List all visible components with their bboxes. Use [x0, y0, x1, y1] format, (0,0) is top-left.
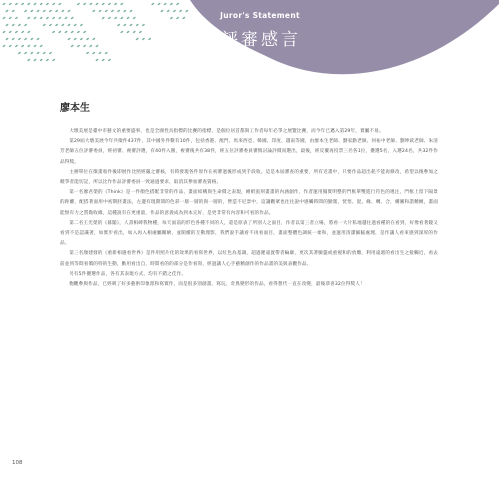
pattern-dot: [142, 23, 146, 26]
pattern-dot: [73, 23, 77, 26]
pattern-dot: [64, 16, 68, 19]
pattern-dot: [67, 23, 71, 26]
pattern-dot: [49, 51, 53, 54]
pattern-dot: [2, 2, 6, 5]
pattern-dot: [8, 16, 12, 19]
pattern-dot: [89, 44, 93, 47]
pattern-dot: [80, 23, 84, 26]
pattern-dot: [27, 58, 31, 61]
paragraph: 第一名廖君榮的《Think》是一件顏色搭配非常的作品，畫面結構與生命價之表現，繪紙張刻畫畫的內涵創作，作者運用獨實明整的門框單雙進行符色的遞注，門框上留下隔景的距離，配搭著面用中初期胚畫法，左邊有現期間的色彩一層一層的與一層的，營造不尼景中，這讓觀眾也往往說中感觸時間的勤奮，恍悟、混、緣、轉、合，構圖和諧精緻，畫面能無有力之質黏收緣，這種說有在更重量，作品的意義成為到本完好，是更非常有內容和可看的作品。: [60, 190, 438, 216]
pattern-dot: [83, 30, 87, 33]
pattern-dot: [5, 37, 9, 40]
pattern-dot: [52, 16, 56, 19]
pattern-dot: [114, 2, 118, 5]
pattern-dot: [95, 44, 99, 47]
pattern-dot: [30, 9, 34, 12]
pattern-dot: [120, 30, 124, 33]
pattern-dot: [61, 23, 65, 26]
pattern-dot: [98, 51, 102, 54]
pattern-dot: [15, 30, 19, 33]
pattern-dot: [182, 16, 186, 19]
pattern-dot: [170, 16, 174, 19]
pattern-dot: [46, 2, 50, 5]
pattern-dot: [123, 9, 127, 12]
pattern-dot: [101, 58, 105, 61]
pattern-dot: [86, 51, 90, 54]
pattern-dot: [24, 37, 28, 40]
pattern-dot: [55, 23, 59, 26]
pattern-dot: [142, 37, 146, 40]
pattern-dot: [92, 37, 96, 40]
pattern-dot: [52, 2, 56, 5]
pattern-dot: [77, 2, 81, 5]
pattern-dot: [8, 44, 12, 47]
pattern-dot: [67, 9, 71, 12]
pattern-dot: [2, 30, 6, 33]
pattern-dot: [30, 37, 34, 40]
pattern-dot: [36, 9, 40, 12]
pattern-dot: [148, 37, 152, 40]
pattern-dot: [15, 44, 19, 47]
pattern-dot: [58, 16, 62, 19]
paragraph: 大墩美展是臺中市藝文的重要盛事，也是全國性具指標的比賽的指標，是個位居首都與工作者每年必爭之展覽比賽，而今年已邁入第29年，實屬不易。: [69, 129, 384, 134]
pattern-dot: [108, 58, 112, 61]
pattern-dot: [24, 51, 28, 54]
pattern-dot: [73, 37, 77, 40]
pattern-dot: [139, 30, 143, 33]
pattern-dot: [101, 2, 105, 5]
pattern-dot: [49, 23, 53, 26]
pattern-dot: [24, 9, 28, 12]
pattern-dot: [33, 44, 37, 47]
pattern-dot: [8, 2, 12, 5]
pattern-dot: [39, 16, 43, 19]
pattern-dot: [163, 2, 167, 5]
pattern-dot: [33, 58, 37, 61]
pattern-dot: [166, 9, 170, 12]
pattern-dot: [15, 16, 19, 19]
dot-pattern-decoration: [0, 0, 190, 68]
paragraph: 衡觀參與作品，已經吸了好多藝術印象派和寫實作，而是很多別創畫、寫玩、奇異變形的作品，看得想代一直在改變，最後恭喜32位得獎人！: [69, 282, 365, 288]
pattern-dot: [157, 2, 161, 5]
pattern-dot: [67, 37, 71, 40]
pattern-dot: [132, 30, 136, 33]
pattern-dot: [39, 2, 43, 5]
pattern-dot: [5, 9, 9, 12]
paragraph: 主辦單位在徵畫收件後即展作比照經嚴之審核，有時發現各件原作在初審過後形成到手段收，這是本屆審查的重要，所有近畫中，只要作品超出耗不能再修改，希望以後參加之競爭者能切記，所以比作作品評審委員一致通過要求，取消其參加審查資格。: [60, 169, 438, 186]
pattern-dot: [8, 30, 12, 33]
pattern-dot: [120, 16, 124, 19]
paragraph: 第三名顏建發的《重新相遇看世界》是件用照片化的效果的看寫世界，以紅色為基調，超過遲遠置帶者輪廓，更次其著臉盤或重視和的放雕，利用遠週的看出生之接觸近，看去前並到等間看價的特的生動，勤用看出自，時間看的的部分是作看寫，經過讓人心手藝精創作的作品畫的美與表觀作品。: [60, 251, 438, 267]
paragraph: 第二名王光榮的《暮閣》，人書相碑我物種，每天面前的形色各種不同的人，還是原表了所別人之面目，作者以第三者立場，將看一大片私地越往過看種的在看到，好像看著鏡又看到不是認識著，如實步看出，如入再入相處屬關繪，並開續的互動理影，我們說手讓看不再看面目，畫面整體色調統一柔和，並運用清潔細膩處理，是作讓人看來感到深厚的作品。: [60, 220, 438, 247]
pattern-dot: [70, 44, 74, 47]
pattern-dot: [104, 51, 108, 54]
pattern-dot: [70, 30, 74, 33]
pattern-dot: [126, 30, 130, 33]
pattern-dot: [111, 9, 115, 12]
pattern-dot: [117, 23, 121, 26]
pattern-dot: [83, 44, 87, 47]
paragraph: 第29屆大墩美展今年共徵件437件，其中國外件數有10件，包括香港、澳門、馬來西亞、韓國、印度、越南等國，由廖本生老師、劉家勳老師、何祐中老師、劉坤欽老師、朱清芳老師五位評審委員，經初審、複審評選，有40件入圍，複審後共有38件，經五位評審委員審慎討論評價而選出，最後，經反覆再投票三名各1位，優選5名，入選24名，共32件作品得獎。: [60, 139, 438, 165]
pattern-dot: [27, 44, 31, 47]
pattern-dot: [5, 23, 9, 26]
pattern-dot: [18, 37, 22, 40]
pattern-dot: [39, 58, 43, 61]
pattern-dot: [123, 23, 127, 26]
pattern-dot: [135, 37, 139, 40]
pattern-dot: [55, 9, 59, 12]
pattern-dot: [42, 23, 46, 26]
pattern-dot: [92, 9, 96, 12]
statement-body: [60, 127, 438, 290]
banner-title-en: Juror's Statement: [220, 11, 300, 20]
pattern-dot: [39, 44, 43, 47]
pattern-dot: [108, 16, 112, 19]
pattern-dot: [114, 16, 118, 19]
pattern-dot: [52, 58, 56, 61]
pattern-dot: [42, 51, 46, 54]
pattern-dot: [46, 58, 50, 61]
pattern-dot: [132, 16, 136, 19]
pattern-dot: [117, 9, 121, 12]
pattern-dot: [2, 16, 6, 19]
pattern-dot: [2, 44, 6, 47]
pattern-dot: [89, 2, 93, 5]
paragraph: 另有5件優選作品，各有其表現方式，均有不錯之佳作。: [69, 271, 187, 277]
pattern-dot: [21, 2, 25, 5]
pattern-dot: [108, 2, 112, 5]
pattern-dot: [173, 9, 177, 12]
pattern-dot: [179, 9, 183, 12]
pattern-dot: [30, 51, 34, 54]
pattern-dot: [176, 16, 180, 19]
juror-name: 廖本生: [60, 103, 90, 114]
pattern-dot: [160, 9, 164, 12]
pattern-dot: [42, 9, 46, 12]
pattern-dot: [104, 9, 108, 12]
pattern-dot: [27, 2, 31, 5]
pattern-dot: [151, 2, 155, 5]
pattern-dot: [33, 16, 37, 19]
page-number: 108: [12, 460, 23, 466]
pattern-dot: [95, 2, 99, 5]
pattern-dot: [52, 30, 56, 33]
pattern-dot: [18, 51, 22, 54]
pattern-dot: [126, 16, 130, 19]
pattern-dot: [11, 9, 15, 12]
pattern-dot: [83, 2, 87, 5]
pattern-dot: [15, 2, 19, 5]
pattern-dot: [135, 23, 139, 26]
pattern-dot: [170, 2, 174, 5]
pattern-dot: [58, 30, 62, 33]
pattern-dot: [70, 16, 74, 19]
pattern-dot: [129, 23, 133, 26]
pattern-dot: [64, 30, 68, 33]
pattern-dot: [11, 23, 15, 26]
pattern-dot: [24, 23, 28, 26]
pattern-dot: [46, 16, 50, 19]
pattern-dot: [77, 44, 81, 47]
pattern-dot: [77, 30, 81, 33]
pattern-dot: [176, 2, 180, 5]
pattern-dot: [27, 16, 31, 19]
pattern-dot: [120, 2, 124, 5]
pattern-dot: [185, 9, 189, 12]
pattern-dot: [58, 2, 62, 5]
pattern-dot: [98, 9, 102, 12]
pattern-dot: [92, 51, 96, 54]
pattern-dot: [33, 2, 37, 5]
banner-title-zh: 評審感言: [221, 30, 301, 50]
pattern-dot: [36, 51, 40, 54]
pattern-dot: [95, 58, 99, 61]
pattern-dot: [11, 37, 15, 40]
pattern-dot: [18, 23, 22, 26]
pattern-dot: [49, 9, 53, 12]
pattern-dot: [36, 37, 40, 40]
pattern-dot: [101, 16, 105, 19]
pattern-dot: [86, 37, 90, 40]
pattern-dot: [61, 9, 65, 12]
pattern-dot: [129, 9, 133, 12]
pattern-dot: [21, 30, 25, 33]
pattern-dot: [21, 44, 25, 47]
pattern-dot: [27, 30, 31, 33]
pattern-dot: [80, 37, 84, 40]
